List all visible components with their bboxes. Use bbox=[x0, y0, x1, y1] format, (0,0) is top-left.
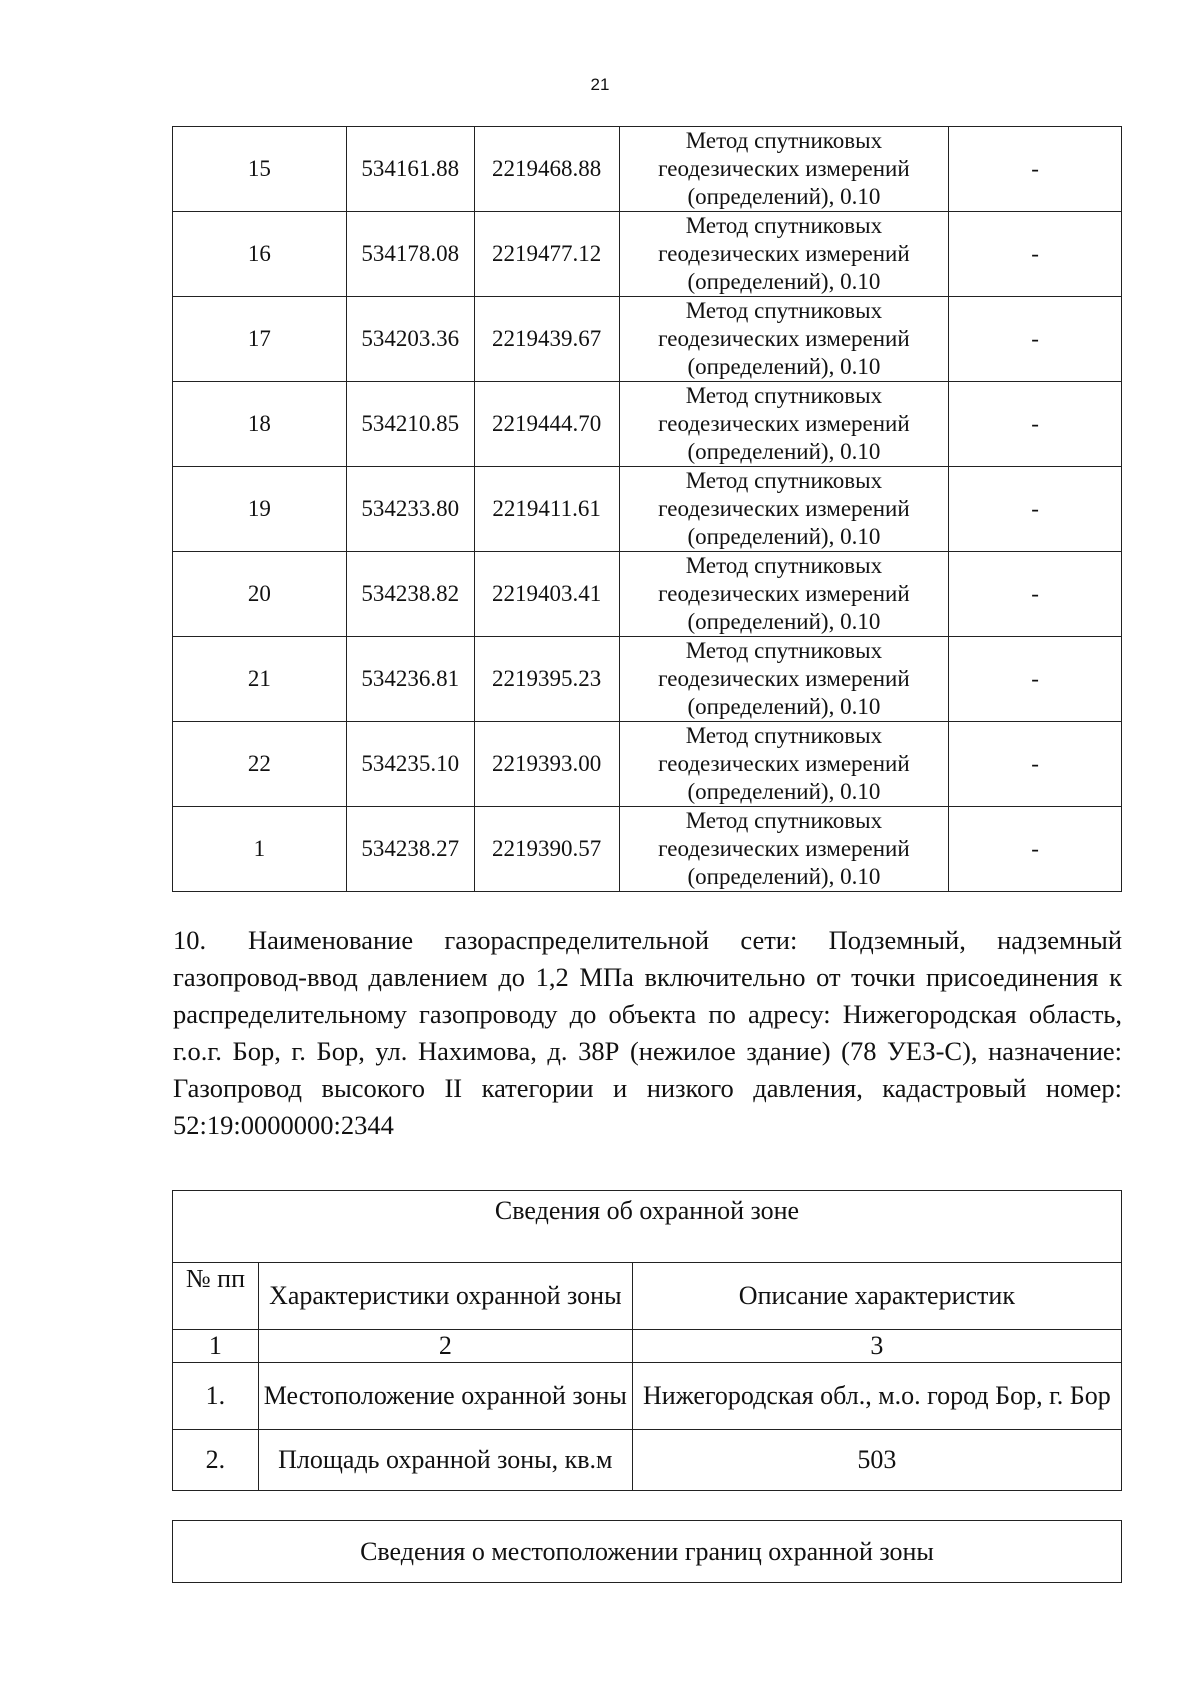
coordinate-row bbox=[173, 722, 1122, 807]
method-line: геодезических измерений bbox=[658, 411, 910, 436]
method-line: Метод спутниковых bbox=[685, 128, 883, 153]
zone-info-title: Сведения об охранной зоне bbox=[173, 1191, 1122, 1263]
point-number: 15 bbox=[173, 127, 347, 212]
method-line: Метод спутниковых bbox=[685, 213, 883, 238]
coordinate-row bbox=[173, 382, 1122, 467]
column-number-3: 3 bbox=[632, 1330, 1121, 1363]
row-number: 1. bbox=[173, 1363, 259, 1430]
coordinate-y: 2219444.70 bbox=[474, 382, 619, 467]
row-description: Нижегородская обл., м.о. город Бор, г. Бор bbox=[632, 1363, 1121, 1430]
coordinate-x: 534238.82 bbox=[346, 552, 474, 637]
method-cell bbox=[619, 212, 949, 297]
method-line: геодезических измерений bbox=[658, 751, 910, 776]
coordinate-x: 534236.81 bbox=[346, 637, 474, 722]
column-number-2: 2 bbox=[258, 1330, 632, 1363]
method-line: (определений), 0.10 bbox=[687, 269, 881, 294]
method-cell bbox=[619, 297, 949, 382]
point-number: 22 bbox=[173, 722, 347, 807]
method-line: (определений), 0.10 bbox=[687, 184, 881, 209]
method-line: (определений), 0.10 bbox=[687, 354, 881, 379]
method-line: (определений), 0.10 bbox=[687, 609, 881, 634]
method-line: Метод спутниковых bbox=[685, 723, 883, 748]
coordinate-y: 2219411.61 bbox=[474, 467, 619, 552]
coordinate-row bbox=[173, 212, 1122, 297]
coordinate-y: 2219468.88 bbox=[474, 127, 619, 212]
method-line: Метод спутниковых bbox=[685, 383, 883, 408]
extra-cell: - bbox=[949, 467, 1122, 552]
coordinate-y: 2219390.57 bbox=[474, 807, 619, 892]
section-number: 10. bbox=[173, 925, 207, 955]
method-line: Метод спутниковых bbox=[685, 808, 883, 833]
column-number-1: 1 bbox=[173, 1330, 259, 1363]
extra-cell: - bbox=[949, 807, 1122, 892]
method-cell bbox=[619, 552, 949, 637]
coordinate-y: 2219395.23 bbox=[474, 637, 619, 722]
coordinates-table-body bbox=[173, 127, 1122, 892]
method-line: (определений), 0.10 bbox=[687, 524, 881, 549]
method-line: Метод спутниковых bbox=[685, 553, 883, 578]
extra-cell: - bbox=[949, 637, 1122, 722]
coordinate-row bbox=[173, 552, 1122, 637]
coordinate-row bbox=[173, 127, 1122, 212]
method-line: геодезических измерений bbox=[658, 836, 910, 861]
method-line: геодезических измерений bbox=[658, 496, 910, 521]
extra-cell: - bbox=[949, 722, 1122, 807]
point-number: 20 bbox=[173, 552, 347, 637]
extra-cell: - bbox=[949, 297, 1122, 382]
method-line: Метод спутниковых bbox=[685, 638, 883, 663]
row-characteristic: Площадь охранной зоны, кв.м bbox=[258, 1430, 632, 1491]
coordinate-row bbox=[173, 807, 1122, 892]
method-line: (определений), 0.10 bbox=[687, 864, 881, 889]
zone-location-title: Сведения о местоположении границ охранной зоны bbox=[173, 1521, 1122, 1583]
method-cell bbox=[619, 127, 949, 212]
point-number: 21 bbox=[173, 637, 347, 722]
method-line: (определений), 0.10 bbox=[687, 694, 881, 719]
zone-location-table bbox=[172, 1520, 1122, 1583]
point-number: 17 bbox=[173, 297, 347, 382]
coordinate-row bbox=[173, 467, 1122, 552]
zone-info-table bbox=[172, 1190, 1122, 1491]
header-number: № пп bbox=[173, 1263, 259, 1330]
row-description: 503 bbox=[632, 1430, 1121, 1491]
coordinate-row bbox=[173, 297, 1122, 382]
method-cell bbox=[619, 637, 949, 722]
coordinate-x: 534178.08 bbox=[346, 212, 474, 297]
coordinate-x: 534235.10 bbox=[346, 722, 474, 807]
coordinate-y: 2219403.41 bbox=[474, 552, 619, 637]
coordinate-y: 2219393.00 bbox=[474, 722, 619, 807]
method-line: геодезических измерений bbox=[658, 581, 910, 606]
method-cell bbox=[619, 807, 949, 892]
page-number: 21 bbox=[590, 75, 610, 94]
extra-cell: - bbox=[949, 382, 1122, 467]
section-paragraph bbox=[173, 922, 1122, 1144]
coordinate-y: 2219439.67 bbox=[474, 297, 619, 382]
point-number: 16 bbox=[173, 212, 347, 297]
coordinate-row bbox=[173, 637, 1122, 722]
coordinate-x: 534233.80 bbox=[346, 467, 474, 552]
method-cell bbox=[619, 467, 949, 552]
row-characteristic: Местоположение охранной зоны bbox=[258, 1363, 632, 1430]
extra-cell: - bbox=[949, 127, 1122, 212]
row-number: 2. bbox=[173, 1430, 259, 1491]
extra-cell: - bbox=[949, 552, 1122, 637]
point-number: 18 bbox=[173, 382, 347, 467]
coordinates-table bbox=[172, 126, 1122, 892]
coordinate-x: 534203.36 bbox=[346, 297, 474, 382]
method-line: Метод спутниковых bbox=[685, 468, 883, 493]
coordinate-y: 2219477.12 bbox=[474, 212, 619, 297]
coordinate-x: 534238.27 bbox=[346, 807, 474, 892]
method-line: Метод спутниковых bbox=[685, 298, 883, 323]
method-cell bbox=[619, 382, 949, 467]
coordinate-x: 534210.85 bbox=[346, 382, 474, 467]
section-text: Наименование газораспределительной сети: Подземный, надземный газопровод-ввод давлением до 1,2 МПа включительно от точки присоединения к распределительному газопроводу до объекта по адресу: Нижегородская область, г.о.г. Бор, г. Бор, ул. Нахимова, д. 38Р (нежилое здание) (78 УЕЗ-С), назначение: Газопровод высокого II категории и низкого давления, кадастровый номер: 52:19:0000000:2344 bbox=[173, 925, 1122, 1140]
method-line: геодезических измерений bbox=[658, 326, 910, 351]
point-number: 19 bbox=[173, 467, 347, 552]
method-line: геодезических измерений bbox=[658, 666, 910, 691]
extra-cell: - bbox=[949, 212, 1122, 297]
point-number: 1 bbox=[173, 807, 347, 892]
method-line: геодезических измерений bbox=[658, 156, 910, 181]
header-characteristic: Характеристики охранной зоны bbox=[258, 1263, 632, 1330]
method-line: геодезических измерений bbox=[658, 241, 910, 266]
method-line: (определений), 0.10 bbox=[687, 439, 881, 464]
coordinate-x: 534161.88 bbox=[346, 127, 474, 212]
method-cell bbox=[619, 722, 949, 807]
method-line: (определений), 0.10 bbox=[687, 779, 881, 804]
header-description: Описание характеристик bbox=[632, 1263, 1121, 1330]
